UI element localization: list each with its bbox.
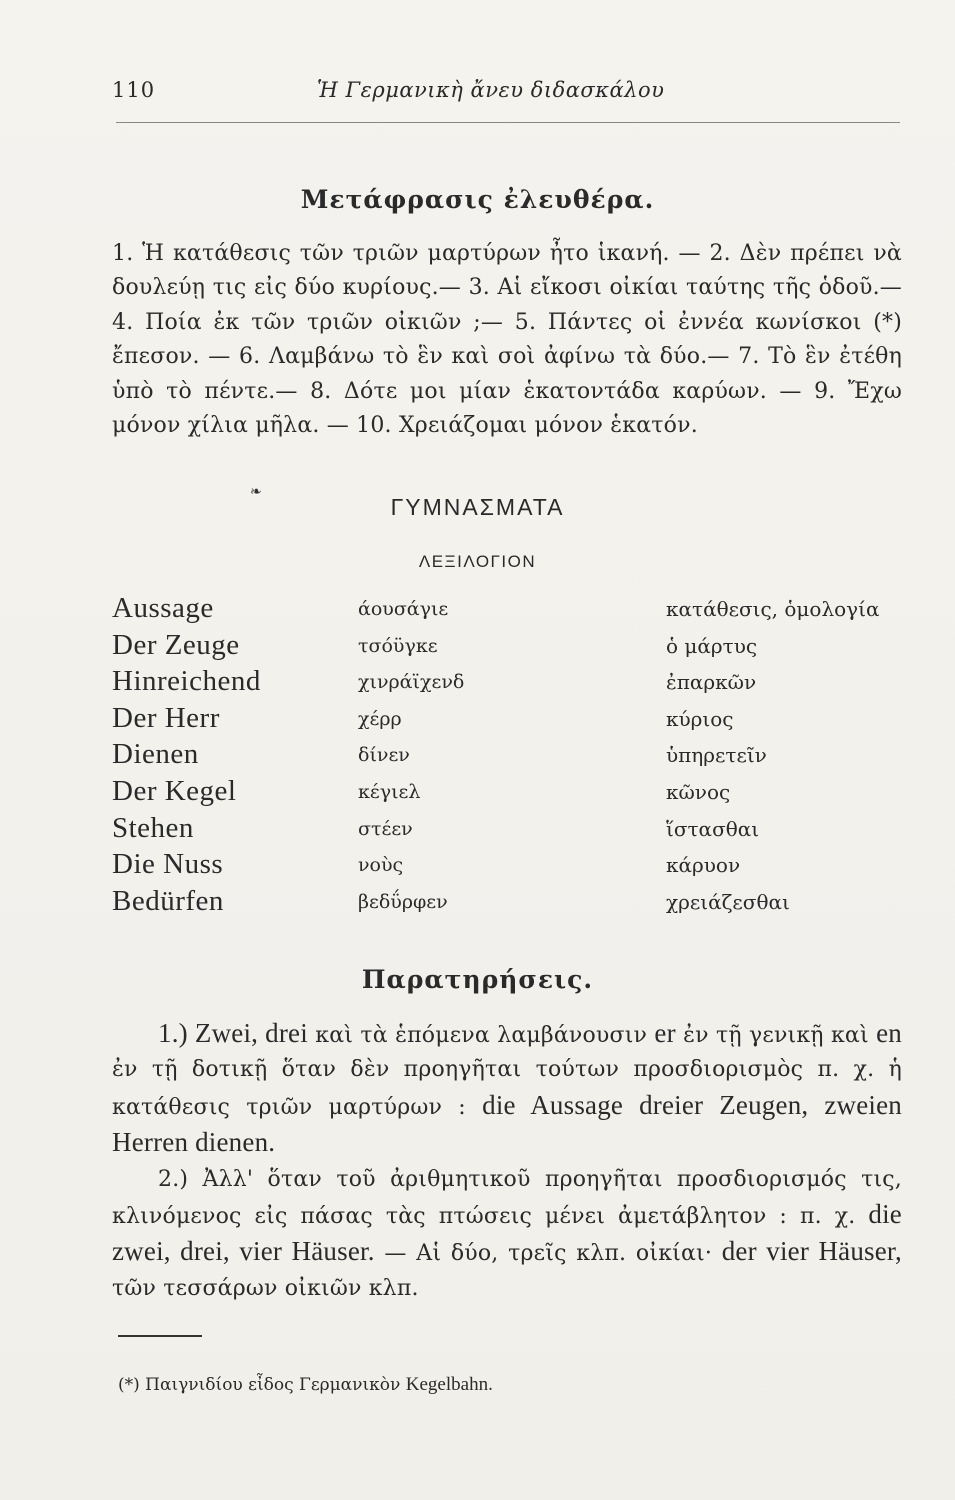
exercises-heading: ΓΥΜΝΑΣΜΑΤΑ bbox=[390, 494, 565, 520]
translation-title: Μετάφρασις ἐλευθέρα. bbox=[300, 185, 655, 214]
vocab-pronunciation: βεδΰρφεν bbox=[358, 890, 448, 913]
vocab-row bbox=[112, 702, 912, 739]
vocab-german: Hinreichend bbox=[112, 665, 261, 698]
vocab-german: Aussage bbox=[112, 592, 214, 624]
vocab-pronunciation: άουσάγιε bbox=[358, 598, 449, 620]
translation-text: 1. Ἡ κατάθεσις τῶν τριῶν μαρτύρων ἦτο ἱκανή. — 2. Δὲν πρέπει νὰ δουλεύῃ τις εἰς δύο κυρίους.— 3. Αἱ εἴκοσι οἰκίαι ταύτης τῆς ὁδοῦ.— 4. Ποία ἐκ τῶν τριῶν οἰκιῶν ;— 5. Πάντες οἱ ἐννέα κωνίσκοι (*) ἔπεσον. — 6. Λαμβάνω τὸ ἓν καὶ σοὶ ἀφίνω τὰ δύο.— 7. Τὸ ἓν ἐτέθη ὑπὸ τὸ πέντε.— 8. Δότε μοι μίαν ἑκατοντάδα καρύων. — 9. Ἔχω μόνον χίλια μῆλα. — 10. Χρειάζομαι μόνον ἑκατόν. bbox=[112, 241, 902, 439]
vocab-german: Die Nuss bbox=[112, 848, 224, 881]
running-title: Ἡ Γερμανικὴ ἄνευ διδασκάλου bbox=[317, 78, 665, 102]
vocab-pronunciation: νοὺς bbox=[358, 854, 404, 877]
ornament-mark: ❧ bbox=[250, 484, 262, 500]
vocab-row bbox=[112, 848, 912, 885]
vocab-row bbox=[112, 592, 912, 629]
vocab-row bbox=[112, 629, 912, 666]
vocab-german: Bedürfen bbox=[112, 884, 224, 917]
remark-paragraph-1: 1.) Zwei, drei καὶ τὰ ἑπόμενα λαμβάνουσιν er ἐν τῇ γενικῇ καὶ en ἐν τῇ δοτικῇ ὅταν δὲν προηγῆται τούτων προσδιορισμὸς π. χ. ἡ κατάθεσις τριῶν μαρτύρων : die Aussage dreier Zeugen, zweien Herren dienen. bbox=[112, 1018, 902, 1158]
vocab-greek: κύριος bbox=[666, 706, 734, 731]
vocab-german: Dienen bbox=[112, 738, 199, 771]
vocab-greek: ἵστασθαι bbox=[666, 816, 760, 841]
vocab-pronunciation: χέρρ bbox=[358, 707, 402, 730]
vocab-pronunciation: χινράϊχενδ bbox=[358, 671, 465, 694]
remarks-title: Παρατηρήσεις. bbox=[361, 965, 594, 994]
vocab-row bbox=[112, 885, 912, 922]
page-number: 110 bbox=[112, 78, 156, 102]
vocab-greek: κάρυον bbox=[666, 853, 741, 878]
vocab-greek: ὁ μάρτυς bbox=[666, 633, 758, 658]
vocab-german: Stehen bbox=[112, 811, 194, 844]
vocab-pronunciation: κέγιελ bbox=[358, 780, 421, 803]
vocab-greek: χρειάζεσθαι bbox=[666, 889, 790, 914]
vocab-greek: κῶνος bbox=[666, 779, 731, 804]
vocabulary-table bbox=[112, 592, 912, 921]
vocab-pronunciation: τσόϋγκε bbox=[358, 634, 438, 657]
vocab-german: Der Zeuge bbox=[112, 628, 240, 661]
vocab-row bbox=[112, 665, 912, 702]
footnote: (*) Παιγνιδίου εἶδος Γερμανικὸν Kegelbahn. bbox=[118, 1374, 493, 1395]
vocab-german: Der Kegel bbox=[112, 774, 237, 807]
vocabulary-heading: ΛΕΞΙΛΟΓΙΟΝ bbox=[418, 552, 537, 571]
vocab-greek: ἐπαρκῶν bbox=[666, 670, 757, 695]
vocab-row bbox=[112, 812, 912, 849]
remarks-text bbox=[112, 1016, 902, 1306]
remark-paragraph-2: 2.) Ἀλλ' ὅταν τοῦ ἀριθμητικοῦ προηγῆται προσδιορισμός τις, κλινόμενος εἰς πάσας τὰς πτώσεις μένει ἀμετάβλητον : π. χ. die zwei, drei, vier Häuser. — Αἱ δύο, τρεῖς κλπ. οἰκίαι· der vier Häuser, τῶν τεσσάρων οἰκιῶν κλπ. bbox=[112, 1166, 902, 1301]
vocab-german: Der Herr bbox=[112, 701, 220, 734]
page-header bbox=[112, 76, 900, 116]
vocab-pronunciation: στέεν bbox=[358, 817, 413, 840]
vocab-row bbox=[112, 775, 912, 812]
header-rule bbox=[116, 122, 900, 123]
vocab-greek: ὑπηρετεῖν bbox=[666, 743, 767, 768]
vocab-greek: κατάθεσις, ὁμολογία bbox=[666, 597, 880, 621]
footnote-rule bbox=[118, 1335, 202, 1337]
vocab-row bbox=[112, 738, 912, 775]
vocab-pronunciation: δίνεν bbox=[358, 744, 410, 767]
